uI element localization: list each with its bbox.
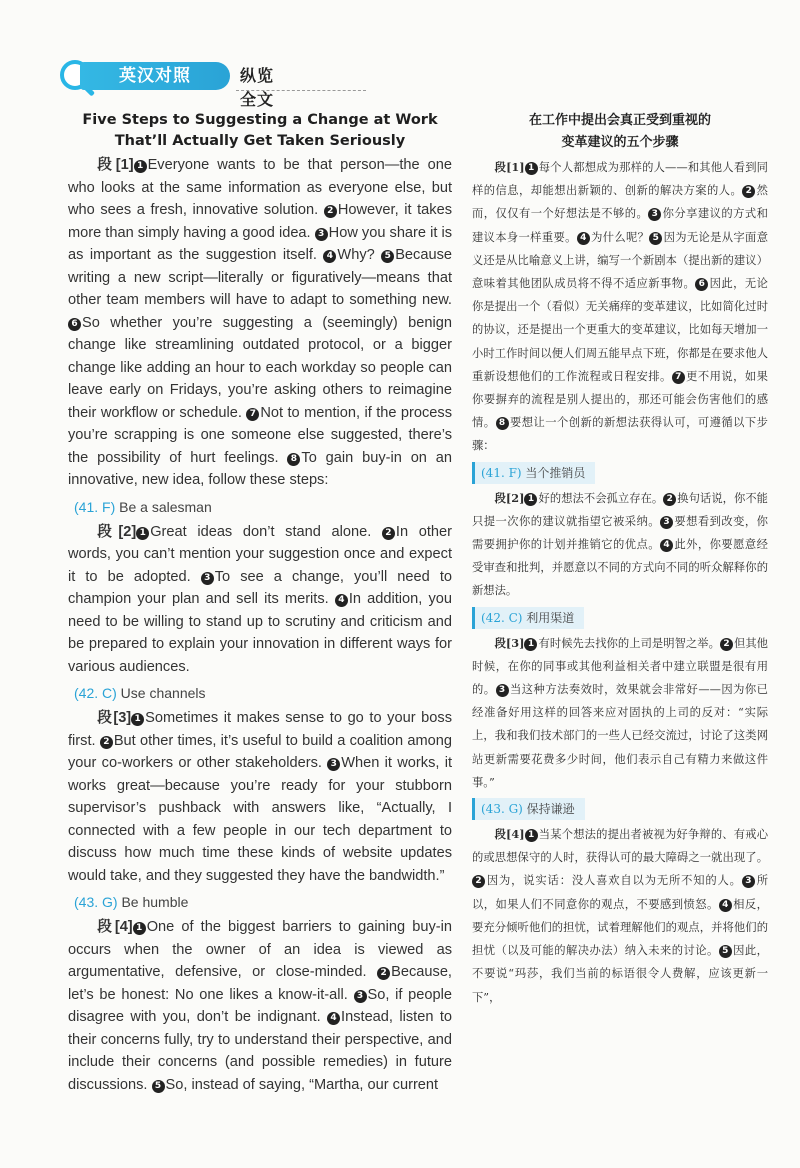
heading-text: 保持谦逊 <box>522 802 575 817</box>
sentence-number-badge: 5 <box>719 945 732 958</box>
sentence-text: 此外，你要愿意经受审查和批判，并愿意以不同的方式向不同的听众解释你的新想法。 <box>472 538 768 598</box>
sentence-text: 要想看到改变，你需要拥护你的计划并推销它的优点。 <box>472 514 768 552</box>
english-title <box>68 110 452 152</box>
paragraph-label: 段[1] <box>97 157 134 173</box>
sentence-number-badge: 4 <box>719 899 732 912</box>
sentence-number-badge: 5 <box>152 1080 165 1093</box>
header-underline <box>236 90 366 93</box>
sentence-text: Because, let’s be honest: No one likes a know-it-all. <box>68 964 452 1003</box>
sentence-text: But other times, it’s useful to build a coalition among your co-workers or other stakeholders. <box>68 732 452 771</box>
sentence-number-badge: 4 <box>577 232 590 245</box>
sentence-number-badge: 7 <box>246 408 259 421</box>
chinese-paragraph-1 <box>472 156 768 458</box>
answer-tag: (42. C) <box>481 610 523 625</box>
sentence-text: 因此，不要说“玛莎，我们当前的标语很令人费解，应该更新一下”， <box>472 944 768 1004</box>
sentence-number-badge: 3 <box>496 684 509 697</box>
sentence-number-badge: 5 <box>649 232 662 245</box>
sentence-text: 当这种方法奏效时，效果就会非常好——因为你已经准备好用这样的回答来应对固执的上司的反对：“实际上，我和我们技术部门的一些人已经交流过，讨论了这类网站更新需要花费多少时间，他们表示自己有精力来做这件事。” <box>472 683 768 789</box>
sentence-number-badge: 3 <box>327 758 340 771</box>
sentence-number-badge: 1 <box>134 160 147 173</box>
sentence-text: Everyone wants to be that person—the one who looks at the same information as everyone else, but who sees a fresh, innovative solution. <box>68 157 452 218</box>
paragraph-label: 段[4] <box>97 919 133 935</box>
chinese-paragraph-3 <box>472 632 768 794</box>
chinese-heading-41 <box>472 462 595 484</box>
paragraph-label: 段[1] <box>494 160 525 174</box>
english-paragraph-4 <box>68 916 452 1096</box>
sentence-text: 更不用说，如果你要摒弃的流程是别人提出的，那还可能会伤害他们的感情。 <box>472 369 768 430</box>
sentence-text: Instead, listen to their concerns fully, try to understand their perspective, and include their concerns (and possible remedies) in future discussions. <box>68 1009 452 1093</box>
sentence-number-badge: 8 <box>496 417 509 430</box>
sentence-text: 但其他时候，在你的同事或其他利益相关者中建立联盟是很有用的。 <box>472 636 768 697</box>
sentence-number-badge: 2 <box>720 638 733 651</box>
sentence-number-badge: 1 <box>524 493 537 506</box>
chinese-heading-43 <box>472 798 585 820</box>
sentence-text: 然而，仅仅有一个好想法是不够的。 <box>472 184 768 221</box>
answer-tag: (41. F) <box>481 465 522 480</box>
chinese-paragraph-4 <box>472 823 768 1009</box>
sentence-number-badge: 6 <box>695 278 708 291</box>
sentence-text: In addition, you need to be willing to stand up to scrutiny and criticism and be prepared to explain your innovation in different ways for various audiences. <box>68 591 452 675</box>
english-heading-42 <box>74 682 452 704</box>
sentence-number-badge: 2 <box>100 736 113 749</box>
sentence-text: 你分享建议的方式和建议本身一样重要。 <box>472 207 768 244</box>
sentence-number-badge: 7 <box>672 371 685 384</box>
answer-tag: (43. G) <box>481 802 523 817</box>
sentence-number-badge: 1 <box>133 922 146 935</box>
sentence-number-badge: 2 <box>742 185 755 198</box>
section-header <box>60 58 290 109</box>
sentence-text: 要想让一个创新的新想法获得认可，可遵循以下步骤： <box>472 416 768 453</box>
sentence-number-badge: 3 <box>315 228 328 241</box>
paragraph-label: 段[3] <box>97 710 132 726</box>
sentence-text: So, instead of saying, “Martha, our current <box>165 1076 439 1093</box>
paragraph-label: 段[2] <box>494 490 525 505</box>
sentence-number-badge: 4 <box>335 594 348 607</box>
sentence-text: When it works, it works great—because you’re ready for your stubborn supervisor’s pushback with answers like, “Actually, I connected with a few people in our tech department to discuss how much time these kinds of website updates would take, and they suggested they have the bandwidth.” <box>68 755 453 884</box>
chinese-title <box>472 110 768 154</box>
heading-text: 利用渠道 <box>522 610 575 625</box>
sentence-text: 好的想法不会孤立存在。 <box>538 491 664 505</box>
chinese-title-line1: 在工作中提出会真正受到重视的 <box>528 113 711 128</box>
sentence-text: To see a change, you’ll need to champion your plan and sell its merits. <box>68 568 452 607</box>
answer-tag: (42. C) <box>74 685 117 701</box>
sentence-text: So, if people disagree with you, don’t be indignant. <box>68 986 452 1025</box>
sentence-number-badge: 1 <box>524 638 537 651</box>
english-heading-41 <box>74 496 452 518</box>
sentence-text: However, it takes more than simply having a good idea. <box>68 202 452 241</box>
sentence-text: Why? <box>337 247 382 263</box>
sentence-text: 有时候先去找你的上司是明智之举。 <box>538 636 720 650</box>
header-badge: 英汉对照 <box>80 62 230 90</box>
english-heading-43 <box>74 891 452 913</box>
sentence-number-badge: 1 <box>525 162 538 175</box>
chinese-heading-42 <box>472 607 584 629</box>
sentence-text: 因此，无论你是提出一个（看似）无关痛痒的变革建议，比如简化过时的协议，还是提出一个更重大的变革建议，比如每天增加一小时工作时间以便人们周五能早点下班，你都是在要求他人重新设想他们的工作流程或日程安排。 <box>472 277 768 383</box>
sentence-number-badge: 2 <box>324 205 337 218</box>
sentence-number-badge: 3 <box>201 572 214 585</box>
sentence-number-badge: 2 <box>663 493 676 506</box>
english-paragraph-2 <box>68 521 452 679</box>
sentence-number-badge: 4 <box>327 1012 340 1025</box>
sentence-text: 相反，要充分倾听他们的担忧，试着理解他们的观点，并将他们的担忧（以及可能的解决办法）纳入未来的讨论。 <box>472 897 768 958</box>
sentence-number-badge: 3 <box>742 875 755 888</box>
sentence-text: How you share it is as important as the suggestion itself. <box>68 224 452 263</box>
sentence-text: Sometimes it makes sense to go to your boss first. <box>68 710 452 749</box>
sentence-text: Great ideas don’t stand alone. <box>150 523 382 540</box>
sentence-number-badge: 8 <box>287 453 300 466</box>
chinese-paragraph-2 <box>472 487 768 603</box>
answer-tag: (43. G) <box>74 894 118 910</box>
sentence-text: 所以，如果人们不同意你的观点，不要感到愤怒。 <box>472 874 768 911</box>
paragraph-label: 段[4] <box>494 827 525 842</box>
paragraph-label: 段[2] <box>97 523 137 540</box>
sentence-text: Not to mention, if the process you’re scrapping is one someone else suggested, there’s the possibility of hurt feelings. <box>68 404 453 466</box>
chinese-column <box>472 110 768 1009</box>
sentence-number-badge: 2 <box>472 875 485 888</box>
heading-text: 当个推销员 <box>521 465 586 480</box>
english-paragraph-3 <box>68 707 452 887</box>
chinese-title-line2: 变革建议的五个步骤 <box>561 135 679 150</box>
sentence-text: 换句话说，你不能只提一次你的建议就指望它被采纳。 <box>472 491 768 528</box>
sentence-number-badge: 6 <box>68 318 81 331</box>
sentence-text: To gain buy-in on an innovative, new idea, follow these steps: <box>68 449 452 488</box>
answer-tag: (41. F) <box>74 498 116 515</box>
heading-text: Be humble <box>117 894 189 910</box>
paragraph-label: 段[3] <box>494 635 525 650</box>
english-title-line1: Five Steps to Suggesting a Change at Work <box>82 112 438 128</box>
sentence-number-badge: 4 <box>323 250 336 263</box>
sentence-number-badge: 2 <box>382 527 395 540</box>
sentence-number-badge: 5 <box>381 250 394 263</box>
english-title-line2: That’ll Actually Get Taken Seriously <box>114 133 406 149</box>
sentence-number-badge: 3 <box>660 516 673 529</box>
sentence-number-badge: 1 <box>136 527 149 540</box>
english-paragraph-1 <box>68 154 452 492</box>
sentence-number-badge: 2 <box>377 967 390 980</box>
sentence-text: Because writing a new script—literally or figuratively—means that other team members will have to adapt to something new. <box>68 247 452 308</box>
sentence-text: 当某个想法的提出者被视为好争辩的、有戒心的或思想保守的人时，获得认可的最大障碍之一就出现了。 <box>472 828 768 865</box>
heading-text: Use channels <box>116 685 206 701</box>
sentence-text: 因为，说实话：没人喜欢自以为无所不知的人。 <box>486 874 742 888</box>
heading-text: Be a salesman <box>115 498 212 515</box>
english-column <box>68 110 452 1096</box>
sentence-number-badge: 3 <box>648 208 661 221</box>
sentence-text: 因为无论是从字面意义还是从比喻意义上讲，编写一个新剧本（提出新的建议）意味着其他团队成员将不得不适应新事物。 <box>472 230 768 291</box>
header-subtitle: 纵览全文 <box>240 66 275 109</box>
sentence-text: So whether you’re suggesting a (seemingly) benign change like streamlining outdated protocol, or a bigger change like adding an hour to each workday so people can leave early on Fridays, you’re asking others to reimagine their workflow or schedule. <box>68 314 452 421</box>
sentence-text: 每个人都想成为那样的人——和其他人看到同样的信息，却能想出新颖的、创新的解决方案的人。 <box>472 161 768 198</box>
sentence-number-badge: 1 <box>525 829 538 842</box>
sentence-text: 为什么呢？ <box>590 230 650 244</box>
sentence-text: One of the biggest barriers to gaining buy-in occurs when the owner of an idea is viewed as argumentative, defensive, or close-minded. <box>68 919 453 980</box>
sentence-number-badge: 3 <box>354 990 367 1003</box>
sentence-number-badge: 4 <box>660 539 673 552</box>
sentence-number-badge: 1 <box>131 713 144 726</box>
sentence-text: In other words, you can’t mention your suggestion once and expect it to be adopted. <box>68 523 452 585</box>
